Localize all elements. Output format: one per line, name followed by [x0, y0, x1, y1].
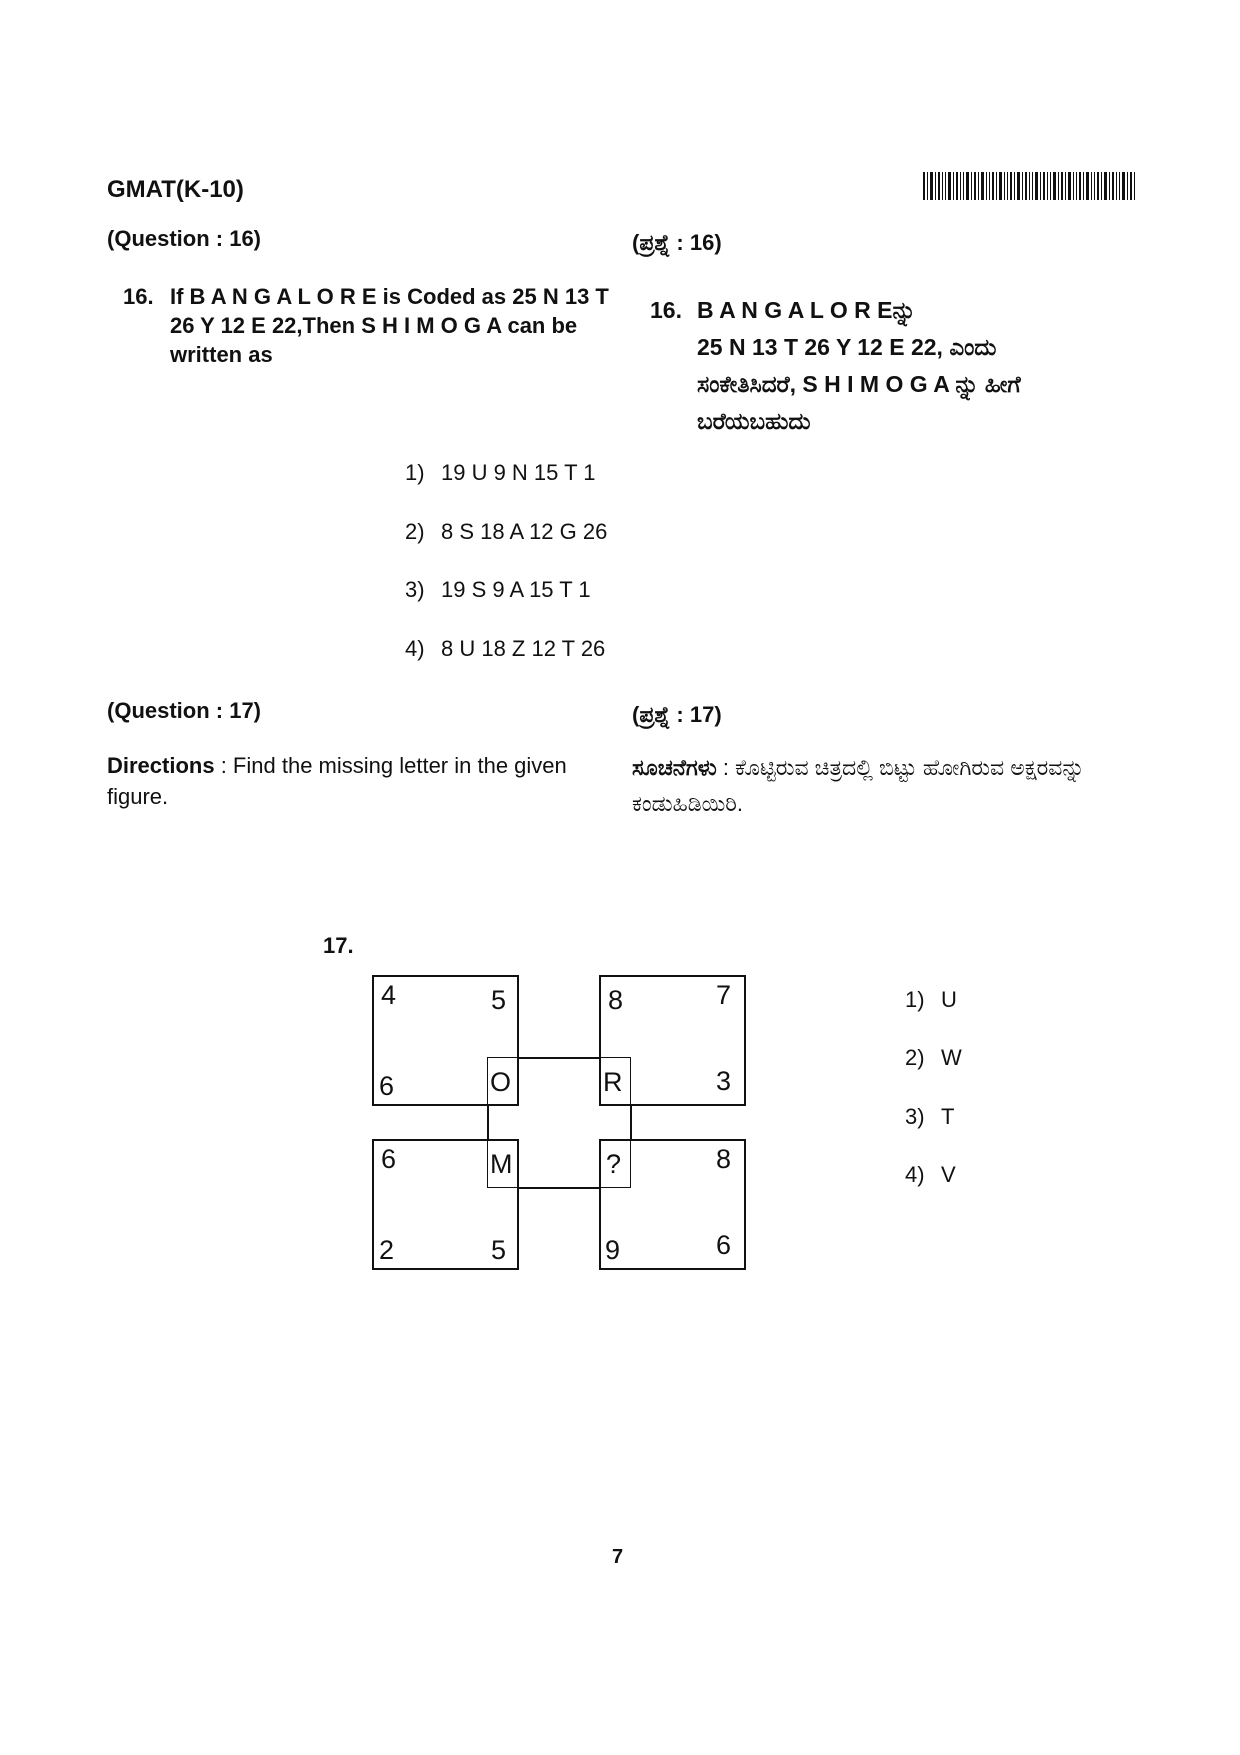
figure-number: 7 [716, 980, 732, 1010]
q17-heading-en: (Question : 17) [107, 698, 262, 723]
figure-number: 5 [491, 985, 507, 1015]
figure-letter: R [603, 1067, 623, 1097]
option-text: 19 U 9 N 15 T 1 [441, 460, 596, 485]
q16-heading-kn: (ಪ್ರಶ್ನೆ : 16) [632, 230, 722, 255]
q17-option-2[interactable] [905, 1045, 962, 1071]
q17-number: 17. [323, 933, 354, 958]
figure-number: 9 [605, 1235, 621, 1265]
option-number: 2) [905, 1045, 925, 1070]
figure-letter: O [490, 1067, 512, 1097]
figure-number: 6 [379, 1071, 395, 1101]
q16-text-kn-line: 25 N 13 T 26 Y 12 E 22, ಎಂದು [697, 334, 997, 360]
figure-number: 3 [716, 1066, 732, 1096]
figure-number: 6 [381, 1144, 397, 1174]
figure-number: 4 [381, 980, 397, 1010]
directions-text-kn: : ಕೊಟ್ಟಿರುವ ಚಿತ್ರದಲ್ಲಿ ಬಿಟ್ಟು ಹೋಗಿರುವ ಅಕ್ಷರವನ್ನು ಕಂಡುಹಿಡಿಯಿರಿ. [632, 755, 1085, 816]
q17-option-3[interactable] [905, 1104, 954, 1130]
directions-label-kn: ಸೂಚನೆಗಳು [632, 755, 717, 780]
q16-number-en: 16. [123, 284, 154, 309]
q17-option-1[interactable] [905, 987, 957, 1013]
option-text: 8 S 18 A 12 G 26 [441, 519, 608, 544]
option-text: U [941, 987, 957, 1012]
page-number: 7 [612, 1546, 624, 1568]
figure-number: 5 [491, 1235, 507, 1265]
option-text: V [941, 1162, 956, 1187]
q16-text-kn-line: ಸಂಕೇತಿಸಿದರೆ, S H I M O G A ನ್ನು ಹೀಗೆ [697, 371, 1021, 397]
figure-missing-letter: ? [606, 1149, 622, 1179]
option-text: 8 U 18 Z 12 T 26 [441, 636, 606, 661]
figure-connector-bottom [519, 1187, 599, 1189]
q17-heading-kn: (ಪ್ರಶ್ನೆ : 17) [632, 702, 722, 727]
q16-text-kn-line: B A N G A L O R Eನ್ನು [697, 297, 916, 323]
figure-number: 8 [608, 985, 624, 1015]
figure-number: 6 [716, 1230, 732, 1260]
directions-text: : Find the missing letter in the given figure. [107, 753, 567, 809]
q16-text-kn-line: ಬರೆಯಬಹುದು [697, 408, 811, 434]
option-number: 4) [905, 1162, 925, 1187]
option-text: T [941, 1104, 955, 1129]
option-number: 1) [405, 460, 425, 485]
directions-label: Directions [107, 753, 215, 778]
figure-number: 2 [379, 1235, 395, 1265]
figure-connector-right [630, 1106, 632, 1139]
option-text: W [941, 1045, 962, 1070]
option-text: 19 S 9 A 15 T 1 [441, 577, 591, 602]
option-number: 4) [405, 636, 425, 661]
q17-option-4[interactable] [905, 1162, 956, 1188]
option-number: 3) [405, 577, 425, 602]
q16-text-en: If B A N G A L O R E is Coded as 25 N 13 T 26 Y 12 E 22,Then S H I M O G A can be written as [170, 284, 609, 367]
option-number: 3) [905, 1104, 925, 1129]
q16-heading-en: (Question : 16) [107, 226, 262, 251]
option-number: 1) [905, 987, 925, 1012]
figure-number: 8 [716, 1144, 732, 1174]
figure-connector-top [519, 1057, 599, 1059]
q16-number-kn: 16. [650, 297, 682, 323]
figure-connector-left [487, 1106, 489, 1139]
figure-letter: M [490, 1149, 513, 1179]
option-number: 2) [405, 519, 425, 544]
exam-code-title: GMAT(K-10) [107, 176, 244, 203]
